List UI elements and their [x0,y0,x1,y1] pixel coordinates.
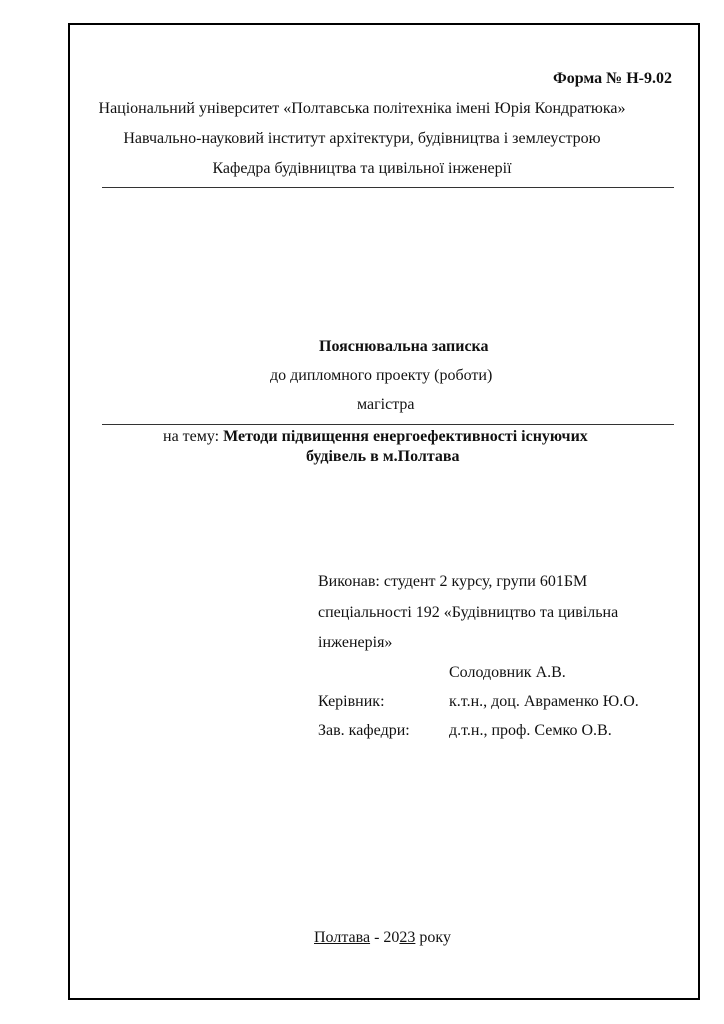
header-divider [102,187,674,188]
department-name: Кафедра будівництва та цивільної інженерії [212,160,512,177]
topic-line-2: будівель в м.Полтава [306,448,460,465]
performed-by [318,573,587,591]
footer-place-year [314,929,451,947]
supervisor-label: Керівник: [318,693,385,710]
footer-dash: - 20 [370,929,400,946]
student-name: Солодовник А.В. [449,664,566,681]
form-number: Форма № Н-9.02 [552,70,672,87]
supervisor-value: к.т.н., доц. Авраменко Ю.О. [449,693,639,710]
topic-title: Методи підвищення енергоефективності існуючих [223,428,588,445]
performed-label: Виконав: [318,573,380,590]
footer-city: Полтава [314,929,371,946]
head-value: д.т.н., проф. Семко О.В. [449,722,612,739]
topic-prefix: на тему: [163,428,220,445]
head-label: Зав. кафедри: [318,722,410,739]
topic-divider [102,424,674,425]
topic-line-1 [163,428,588,446]
university-name: Національний університет «Полтавська політехніка імені Юрія Кондратюка» [98,100,626,117]
degree: магістра [357,396,415,413]
specialty-line-1: спеціальності 192 «Будівництво та цивільна [318,604,619,621]
footer-word: року [415,929,451,946]
document-type: Пояснювальна записка [319,338,489,355]
footer-year-suffix: 23 [399,929,416,946]
performed-value: студент 2 курсу, групи 601БМ [383,573,588,590]
institute-name: Навчально-науковий інститут архітектури, будівництва і землеустрою [123,130,601,147]
document-subtitle: до дипломного проекту (роботи) [270,367,493,384]
specialty-line-2: інженерія» [318,634,393,651]
